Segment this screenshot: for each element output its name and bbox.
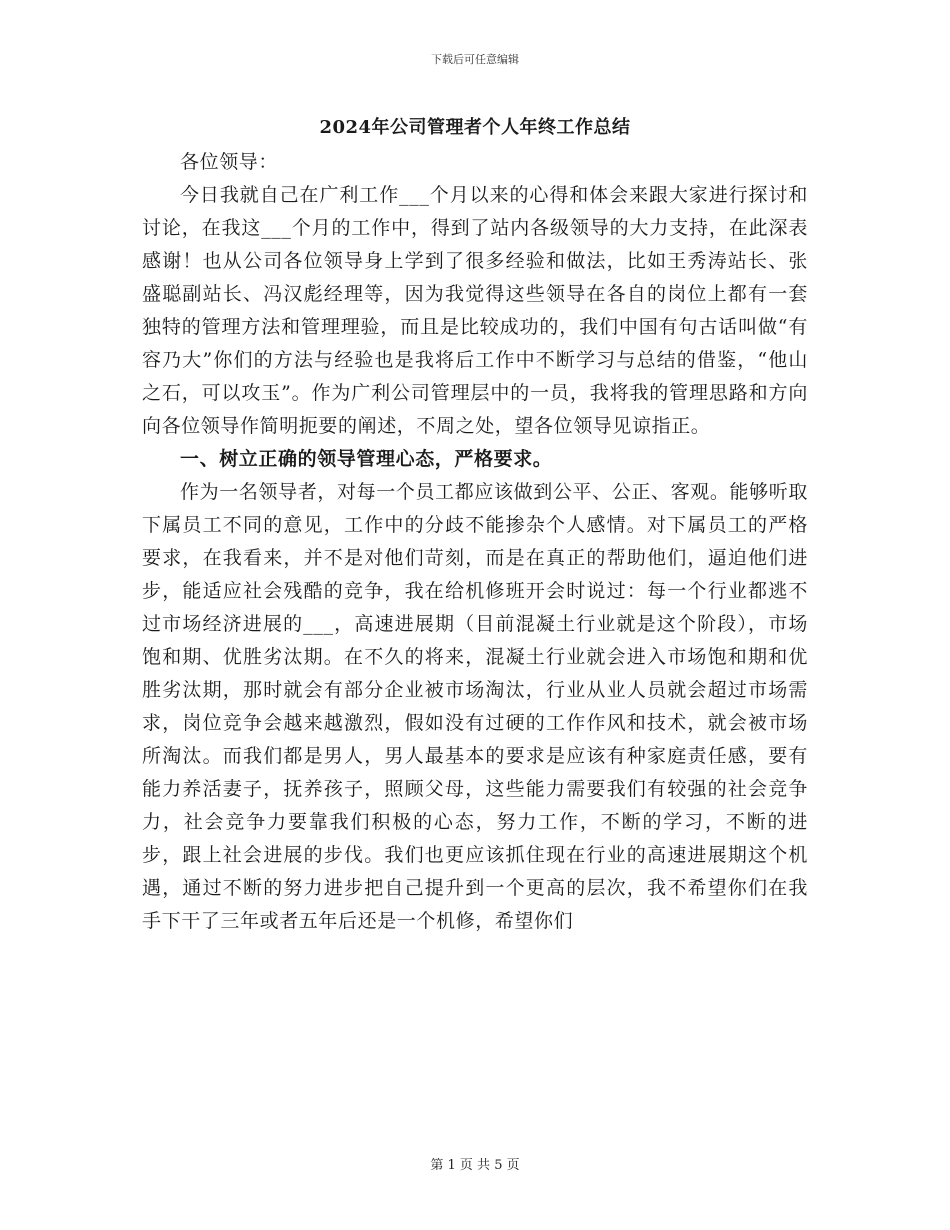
salutation: 各位领导：: [180, 151, 279, 173]
section-paragraph: 作为一名领导者，对每一个员工都应该做到公平、公正、客观。能够听取下属员工不同的意见，工作中的分歧不能掺杂个人感情。对下属员工的严格要求，在我看来，并不是对他们苛刻，而是在真正的帮助他们，逼迫他们进步，能适应社会残酷的竞争，我在给机修班开会时说过：每一个行业都逃不过市场经济进展的___，高速进展期（目前混凝土行业就是这个阶段），市场饱和期、优胜劣汰期。在不久的将来，混凝土行业就会进入市场饱和期和优胜劣汰期，那时就会有部分企业被市场淘汰，行业从业人员就会超过市场需求，岗位竞争会越来越激烈，假如没有过硬的工作作风和技术，就会被市场所淘汰。而我们都是男人，男人最基本的要求是应该有种家庭责任感，要有能力养活妻子，抚养孩子，照顾父母，这些能力需要我们有较强的社会竞争力，社会竞争力要靠我们积极的心态，努力工作，不断的学习，不断的进步，跟上社会进展的步伐。我们也更应该抓住现在行业的高速进展期这个机遇，通过不断的努力进步把自己提升到一个更高的层次，我不希望你们在我手下干了三年或者五年后还是一个机修，希望你们: [142, 481, 808, 932]
intro-paragraph: 今日我就自己在广利工作___个月以来的心得和体会来跟大家进行探讨和讨论，在我这___个月的工作中，得到了站内各级领导的大力支持，在此深表感谢！也从公司各位领导身上学到了很多经验和做法，比如王秀涛站长、张盛聪副站长、冯汉彪经理等，因为我觉得这些领导在各自的岗位上都有一套独特的管理方法和管理理验，而且是比较成功的，我们中国有句古话叫做“有容乃大”你们的方法与经验也是我将后工作中不断学习与总结的借鉴，“他山之石，可以攻玉”。作为广利公司管理层中的一员，我将我的管理思路和方向向各位领导作简明扼要的阐述，不周之处，望各位领导见谅指正。: [142, 184, 808, 437]
page-number-footer: 第 1 页 共 5 页: [430, 1158, 520, 1173]
document-body: [142, 146, 808, 938]
page-header-note: 下载后可任意编辑: [431, 53, 519, 66]
document-title: 2024年公司管理者个人年终工作总结: [319, 117, 631, 138]
section-heading: 一、树立正确的领导管理心态，严格要求。: [180, 448, 553, 470]
